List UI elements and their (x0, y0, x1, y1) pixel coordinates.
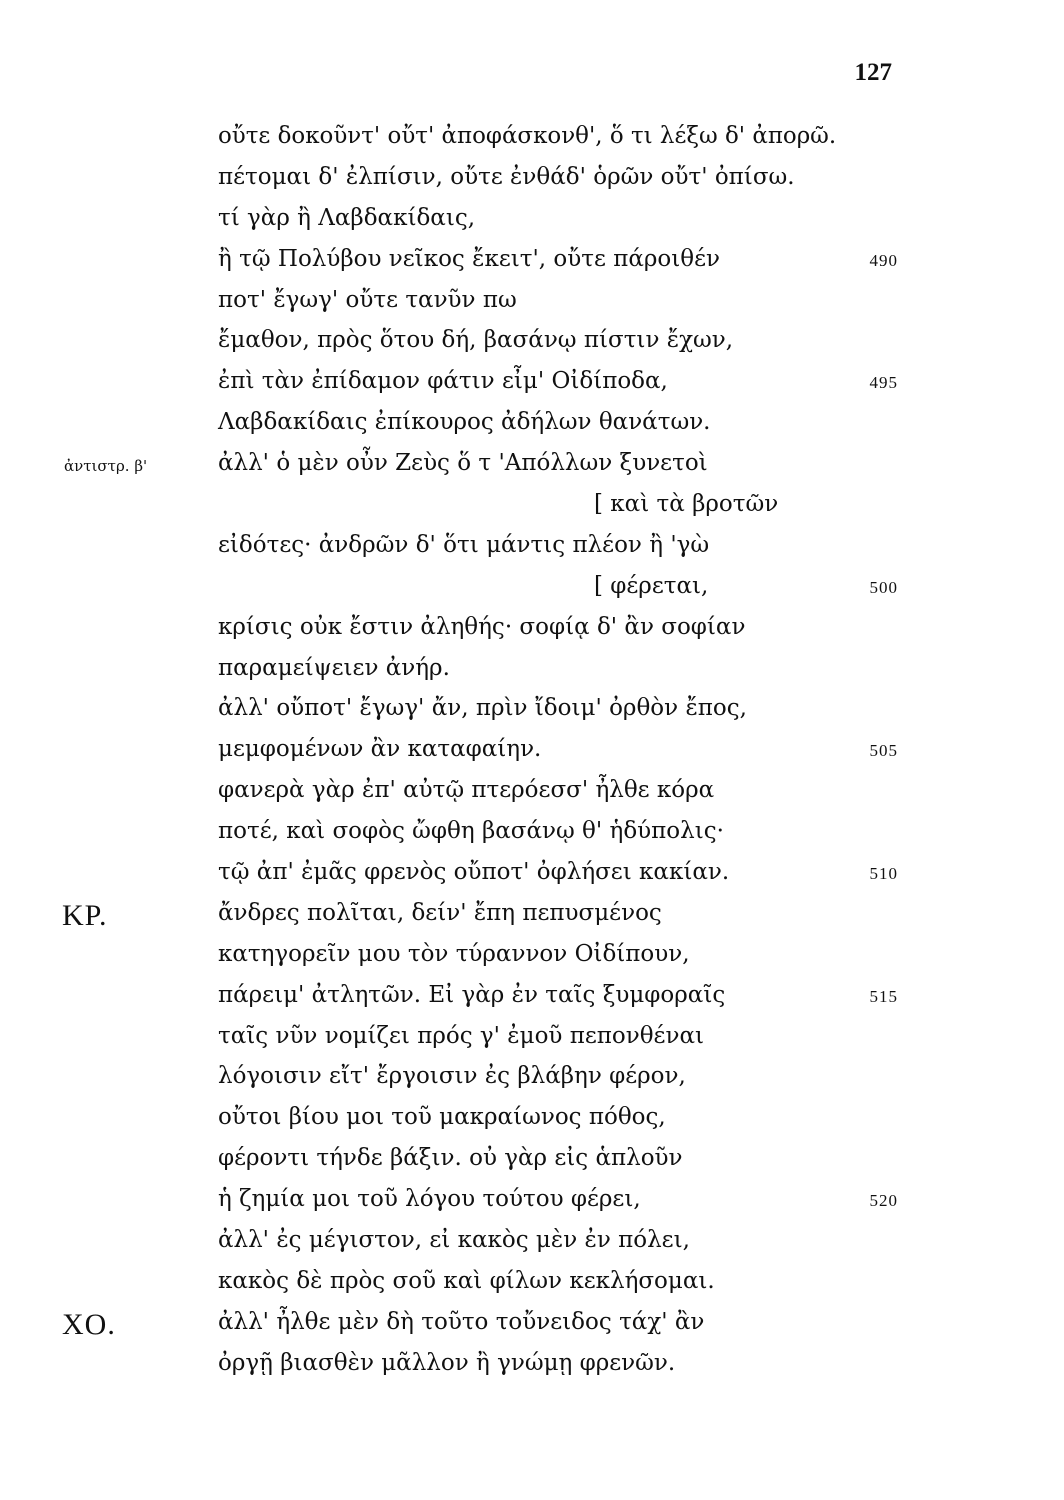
speaker-label: ΚΡ. (62, 898, 108, 932)
verse-line (0, 484, 1064, 525)
verse-line (0, 1056, 1064, 1097)
verse-line (0, 607, 1064, 648)
verse-line (0, 402, 1064, 443)
line-number: 490 (869, 250, 898, 270)
verse-line (0, 525, 1064, 566)
verse-line (0, 1179, 1064, 1220)
verse-line (0, 729, 1064, 770)
verse-line-text: εἰδότες· ἀνδρῶν δ' ὅτι μάντις πλέον ἢ 'γὼ (218, 531, 710, 558)
verse-line (0, 1220, 1064, 1261)
line-number: 520 (869, 1191, 898, 1211)
verse-line-text: ἀλλ' ἐς μέγιστον, εἰ κακὸς μὲν ἐν πόλει, (218, 1227, 690, 1254)
verse-line-text: οὔτοι βίου μοι τοῦ μακραίωνος πόθος, (218, 1104, 666, 1131)
line-number: 505 (869, 741, 898, 761)
verse-line (0, 116, 1064, 157)
verse-line (0, 1343, 1064, 1384)
verse-line (0, 280, 1064, 321)
verse-line-text: [ καὶ τὰ βροτῶν (594, 491, 779, 518)
verse-line-text: ἀλλ' ἦλθε μὲν δὴ τοῦτο τοὔνειδος τάχ' ἂν (218, 1308, 705, 1335)
verse-line (0, 1138, 1064, 1179)
verse-line-text: ἄνδρες πολῖται, δείν' ἔπη πεπυσμένος (218, 899, 662, 926)
verse-line-text: ἀλλ' οὔποτ' ἔγωγ' ἄν, πρὶν ἴδοιμ' ὀρθὸν ἔπος, (218, 695, 747, 722)
verse-line (0, 198, 1064, 239)
verse-line-text: λόγοισιν εἴτ' ἔργοισιν ἐς βλάβην φέρον, (218, 1063, 686, 1090)
line-number: 510 (869, 864, 898, 884)
verse-line (0, 893, 1064, 934)
verse-line-text: κακὸς δὲ πρὸς σοῦ καὶ φίλων κεκλήσομαι. (218, 1267, 715, 1294)
verse-line (0, 566, 1064, 607)
verse-line-text: [ φέρεται, (594, 572, 709, 599)
speaker-label: ΧΟ. (62, 1307, 116, 1341)
verse-line (0, 1302, 1064, 1343)
verse-line-text: ἡ ζημία μοι τοῦ λόγου τούτου φέρει, (218, 1186, 641, 1213)
verse-line-text: ἀλλ' ὁ μὲν οὖν Ζεὺς ὅ τ 'Απόλλων ξυνετοὶ (218, 450, 708, 477)
verse-line (0, 157, 1064, 198)
verse-line-text: ἔμαθον, πρὸς ὅτου δή, βασάνῳ πίστιν ἔχων, (218, 327, 734, 354)
verse-line-text: τῷ ἀπ' ἐμᾶς φρενὸς οὔποτ' ὀφλήσει κακίαν. (218, 859, 730, 886)
verse-line (0, 1016, 1064, 1057)
verse-line-text: ἢ τῷ Πολύβου νεῖκος ἔκειτ', οὔτε πάροιθέν (218, 245, 720, 272)
verse-line-text: ταῖς νῦν νομίζει πρός γ' ἐμοῦ πεπονθέναι (218, 1022, 704, 1049)
verse-line-text: μεμφομένων ἂν καταφαίην. (218, 736, 542, 763)
verse-line (0, 320, 1064, 361)
verse-text (0, 116, 1064, 1384)
verse-line (0, 688, 1064, 729)
verse-line (0, 811, 1064, 852)
line-number: 515 (869, 986, 898, 1006)
verse-line-text: κρίσις οὐκ ἔστιν ἀληθής· σοφίᾳ δ' ἂν σοφίαν (218, 613, 746, 640)
verse-line-text: πέτομαι δ' ἐλπίσιν, οὔτε ἐνθάδ' ὁρῶν οὔτ' ὀπίσω. (218, 163, 795, 190)
line-number: 495 (869, 373, 898, 393)
verse-line-text: οὔτε δοκοῦντ' οὔτ' ἀποφάσκονθ', ὅ τι λέξω δ' ἀπορῶ. (218, 123, 837, 149)
verse-line (0, 443, 1064, 484)
marginal-note: ἀντιστρ. β' (64, 457, 148, 476)
verse-line (0, 934, 1064, 975)
verse-line (0, 1261, 1064, 1302)
verse-line-text: παραμείψειεν ἀνήρ. (218, 654, 450, 681)
verse-line-text: ὀργῇ βιασθὲν μᾶλλον ἢ γνώμῃ φρενῶν. (218, 1349, 676, 1376)
verse-line-text: κατηγορεῖν μου τὸν τύραννον Οἰδίπουν, (218, 940, 690, 967)
page-number: 127 (854, 59, 892, 86)
verse-line (0, 975, 1064, 1016)
line-number: 500 (869, 577, 898, 597)
verse-line-text: τί γὰρ ἢ Λαβδακίδαις, (218, 204, 476, 231)
verse-line (0, 648, 1064, 689)
verse-line-text: πάρειμ' ἀτλητῶν. Εἰ γὰρ ἐν ταῖς ξυμφοραῖς (218, 981, 726, 1008)
verse-line (0, 361, 1064, 402)
verse-line (0, 770, 1064, 811)
verse-line-text: φέροντι τήνδε βάξιν. οὐ γὰρ εἰς ἁπλοῦν (218, 1145, 683, 1172)
verse-line-text: ποτ' ἔγωγ' οὔτε τανῦν πω (218, 286, 517, 313)
verse-line (0, 239, 1064, 280)
verse-line-text: Λαβδακίδαις ἐπίκουρος ἀδήλων θανάτων. (218, 409, 711, 436)
verse-line-text: ποτέ, καὶ σοφὸς ὤφθη βασάνῳ θ' ἡδύπολις· (218, 818, 724, 845)
verse-line (0, 1097, 1064, 1138)
verse-line-text: φανερὰ γὰρ ἐπ' αὐτῷ πτερόεσσ' ἦλθε κόρα (218, 777, 715, 804)
verse-line (0, 852, 1064, 893)
verse-line-text: ἐπὶ τὰν ἐπίδαμον φάτιν εἶμ' Οἰδίποδα, (218, 368, 668, 395)
